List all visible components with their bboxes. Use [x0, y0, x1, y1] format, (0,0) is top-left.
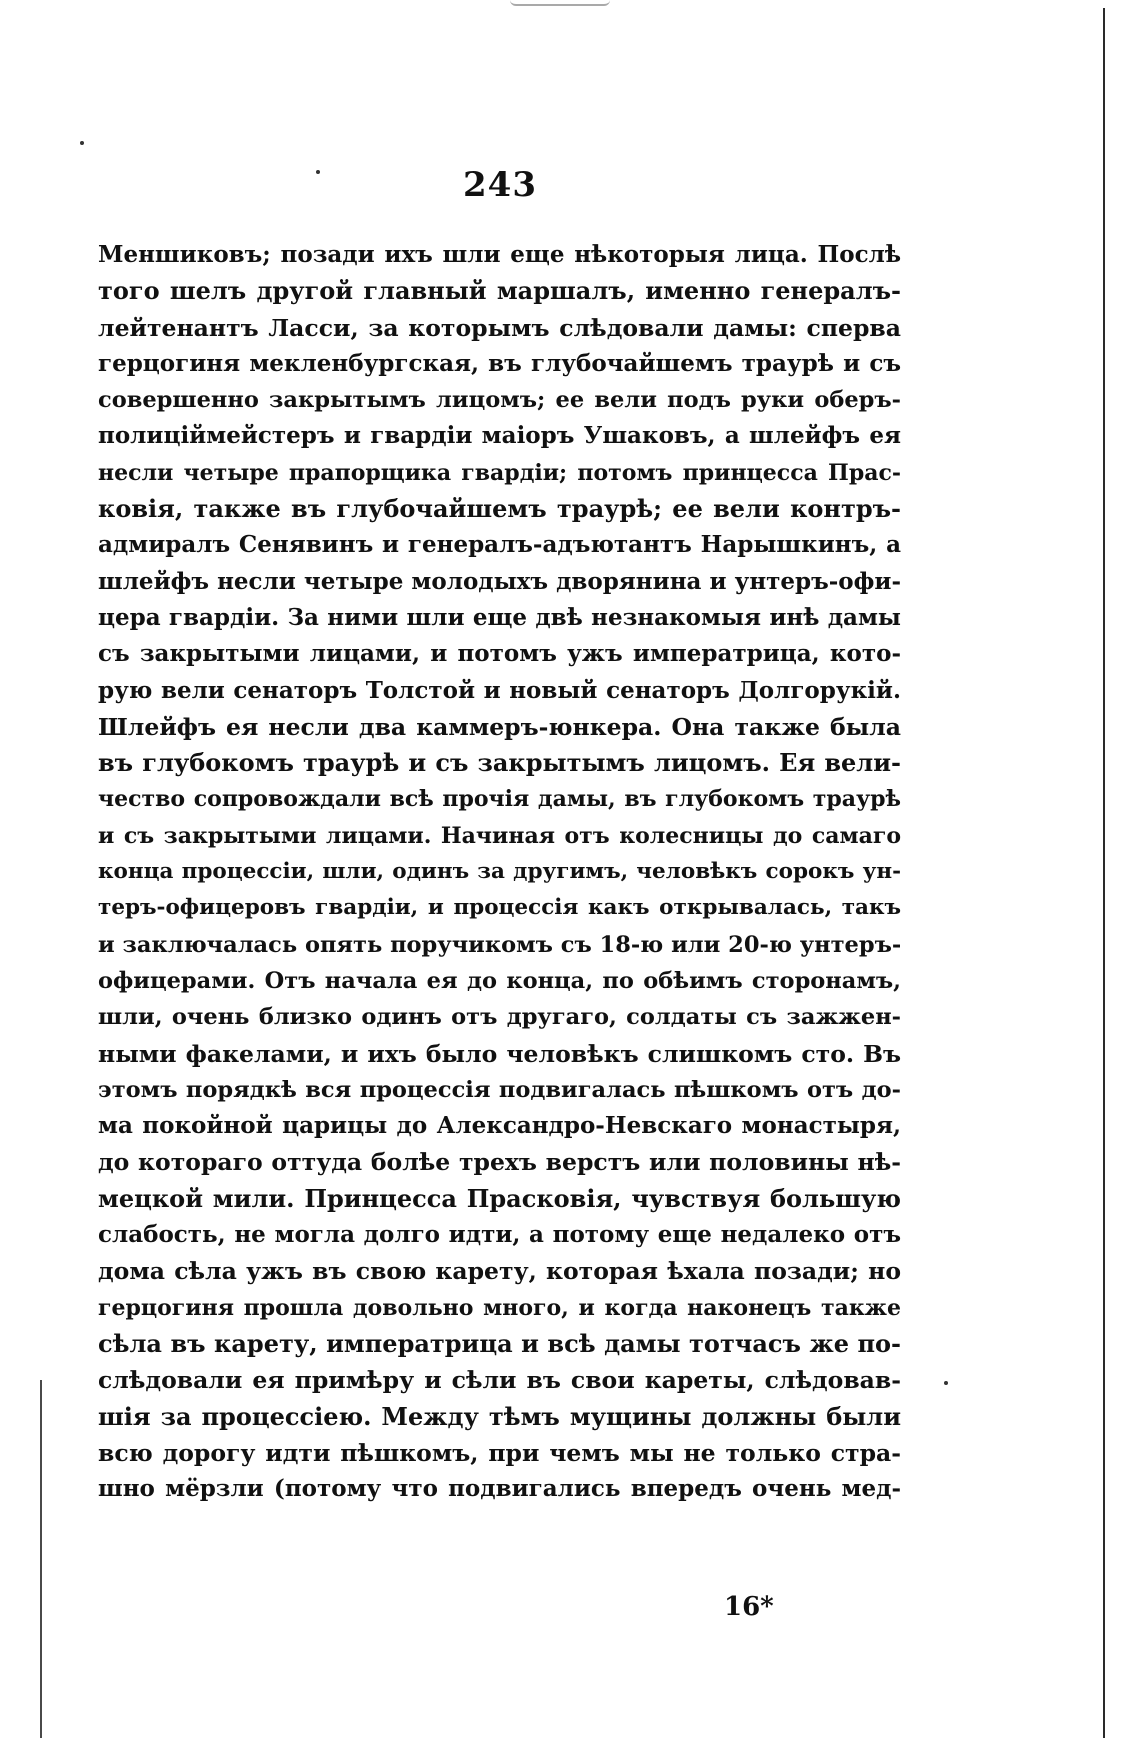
page-number: 243: [463, 165, 537, 205]
text-line: конца процессіи, шли, одинъ за другимъ, человѣкъ сорокъ ун-: [98, 859, 901, 885]
text-line: того шелъ другой главный маршалъ, именно генералъ-: [98, 276, 901, 306]
text-line: и съ закрытыми лицами. Начиная отъ колесницы до самаго: [98, 822, 901, 849]
page-edge-right: [1103, 8, 1105, 1738]
text-line: Шлейфъ ея несли два каммеръ-юнкера. Она также была: [98, 712, 901, 741]
text-line: Меншиковъ; позади ихъ шли еще нѣкоторыя лица. Послѣ: [98, 241, 901, 268]
text-line: ма покойной царицы до Александро-Невскаго монастыря,: [98, 1112, 901, 1140]
text-line: полиціймейстеръ и гвардіи маіоръ Ушаковъ, а шлейфъ ея: [98, 422, 901, 450]
ink-speck: [944, 1381, 948, 1385]
ink-speck: [80, 141, 84, 145]
text-line: шія за процессіею. Между тѣмъ мущины должны были: [98, 1401, 901, 1431]
text-line: чество сопровождали всѣ прочія дамы, въ глубокомъ траурѣ: [98, 786, 901, 813]
page-body-text: [98, 237, 901, 1507]
text-line: рую вели сенаторъ Толстой и новый сенаторъ Долгорукій.: [98, 676, 901, 704]
text-line: герцогиня прошла довольно много, и когда наконецъ также: [98, 1294, 901, 1321]
text-line: мецкой мили. Принцесса Прасковія, чувствуя большую: [98, 1183, 901, 1213]
text-line: лейтенантъ Ласси, за которымъ слѣдовали дамы: сперва: [98, 313, 901, 342]
text-line: слабость, не могла долго идти, а потому еще недалеко отъ: [98, 1221, 901, 1249]
text-line: цера гвардіи. За ними шли еще двѣ незнакомыя инѣ дамы: [98, 603, 901, 631]
text-line: шлейфъ несли четыре молодыхъ дворянина и унтеръ-офи-: [98, 567, 901, 595]
text-line: до котораго оттуда болѣе трехъ верстъ или половины нѣ-: [98, 1148, 901, 1177]
text-line: въ глубокомъ траурѣ и съ закрытымъ лицомъ. Ея вели-: [98, 748, 901, 778]
text-line: и заключалась опять поручикомъ съ 18-ю или 20-ю унтеръ-: [98, 931, 901, 958]
text-line: герцогиня мекленбургская, въ глубочайшемъ траурѣ и съ: [98, 349, 901, 377]
page-edge-left: [40, 1380, 42, 1738]
text-line: адмиралъ Сенявинъ и генералъ-адъютантъ Нарышкинъ, а: [98, 531, 901, 559]
text-line: шно мёрзли (потому что подвигались впередъ очень мед-: [98, 1475, 901, 1503]
signature-mark: 16*: [724, 1592, 774, 1622]
text-line: съ закрытыми лицами, и потомъ ужъ императрица, кото-: [98, 640, 901, 668]
text-line: всю дорогу идти пѣшкомъ, при чемъ мы не только стра-: [98, 1438, 901, 1467]
text-line: совершенно закрытымъ лицомъ; ее вели подъ руки оберъ-: [98, 387, 901, 414]
text-line: дома сѣла ужъ въ свою карету, которая ѣхала позади; но: [98, 1257, 901, 1286]
text-line: теръ-офицеровъ гвардіи, и процессія какъ открывалась, такъ: [98, 895, 901, 921]
text-line: ковія, также въ глубочайшемъ траурѣ; ее вели контръ-: [98, 494, 901, 524]
text-line: шли, очень близко одинъ отъ другаго, солдаты съ зажжен-: [98, 1004, 901, 1031]
text-line: этомъ порядкѣ вся процессія подвигалась пѣшкомъ отъ до-: [98, 1076, 901, 1103]
text-line: сѣла въ карету, императрица и всѣ дамы тотчасъ же по-: [98, 1328, 901, 1358]
text-line: ными факелами, и ихъ было человѣкъ слишкомъ сто. Въ: [98, 1039, 901, 1068]
text-line: слѣдовали ея примѣру и сѣли въ свои кареты, слѣдовав-: [98, 1366, 901, 1395]
text-line: офицерами. Отъ начала ея до конца, по обѣимъ сторонамъ,: [98, 967, 901, 994]
text-line: несли четыре прапорщика гвардіи; потомъ принцесса Прас-: [98, 459, 901, 486]
page-edge-top: [510, 0, 610, 6]
